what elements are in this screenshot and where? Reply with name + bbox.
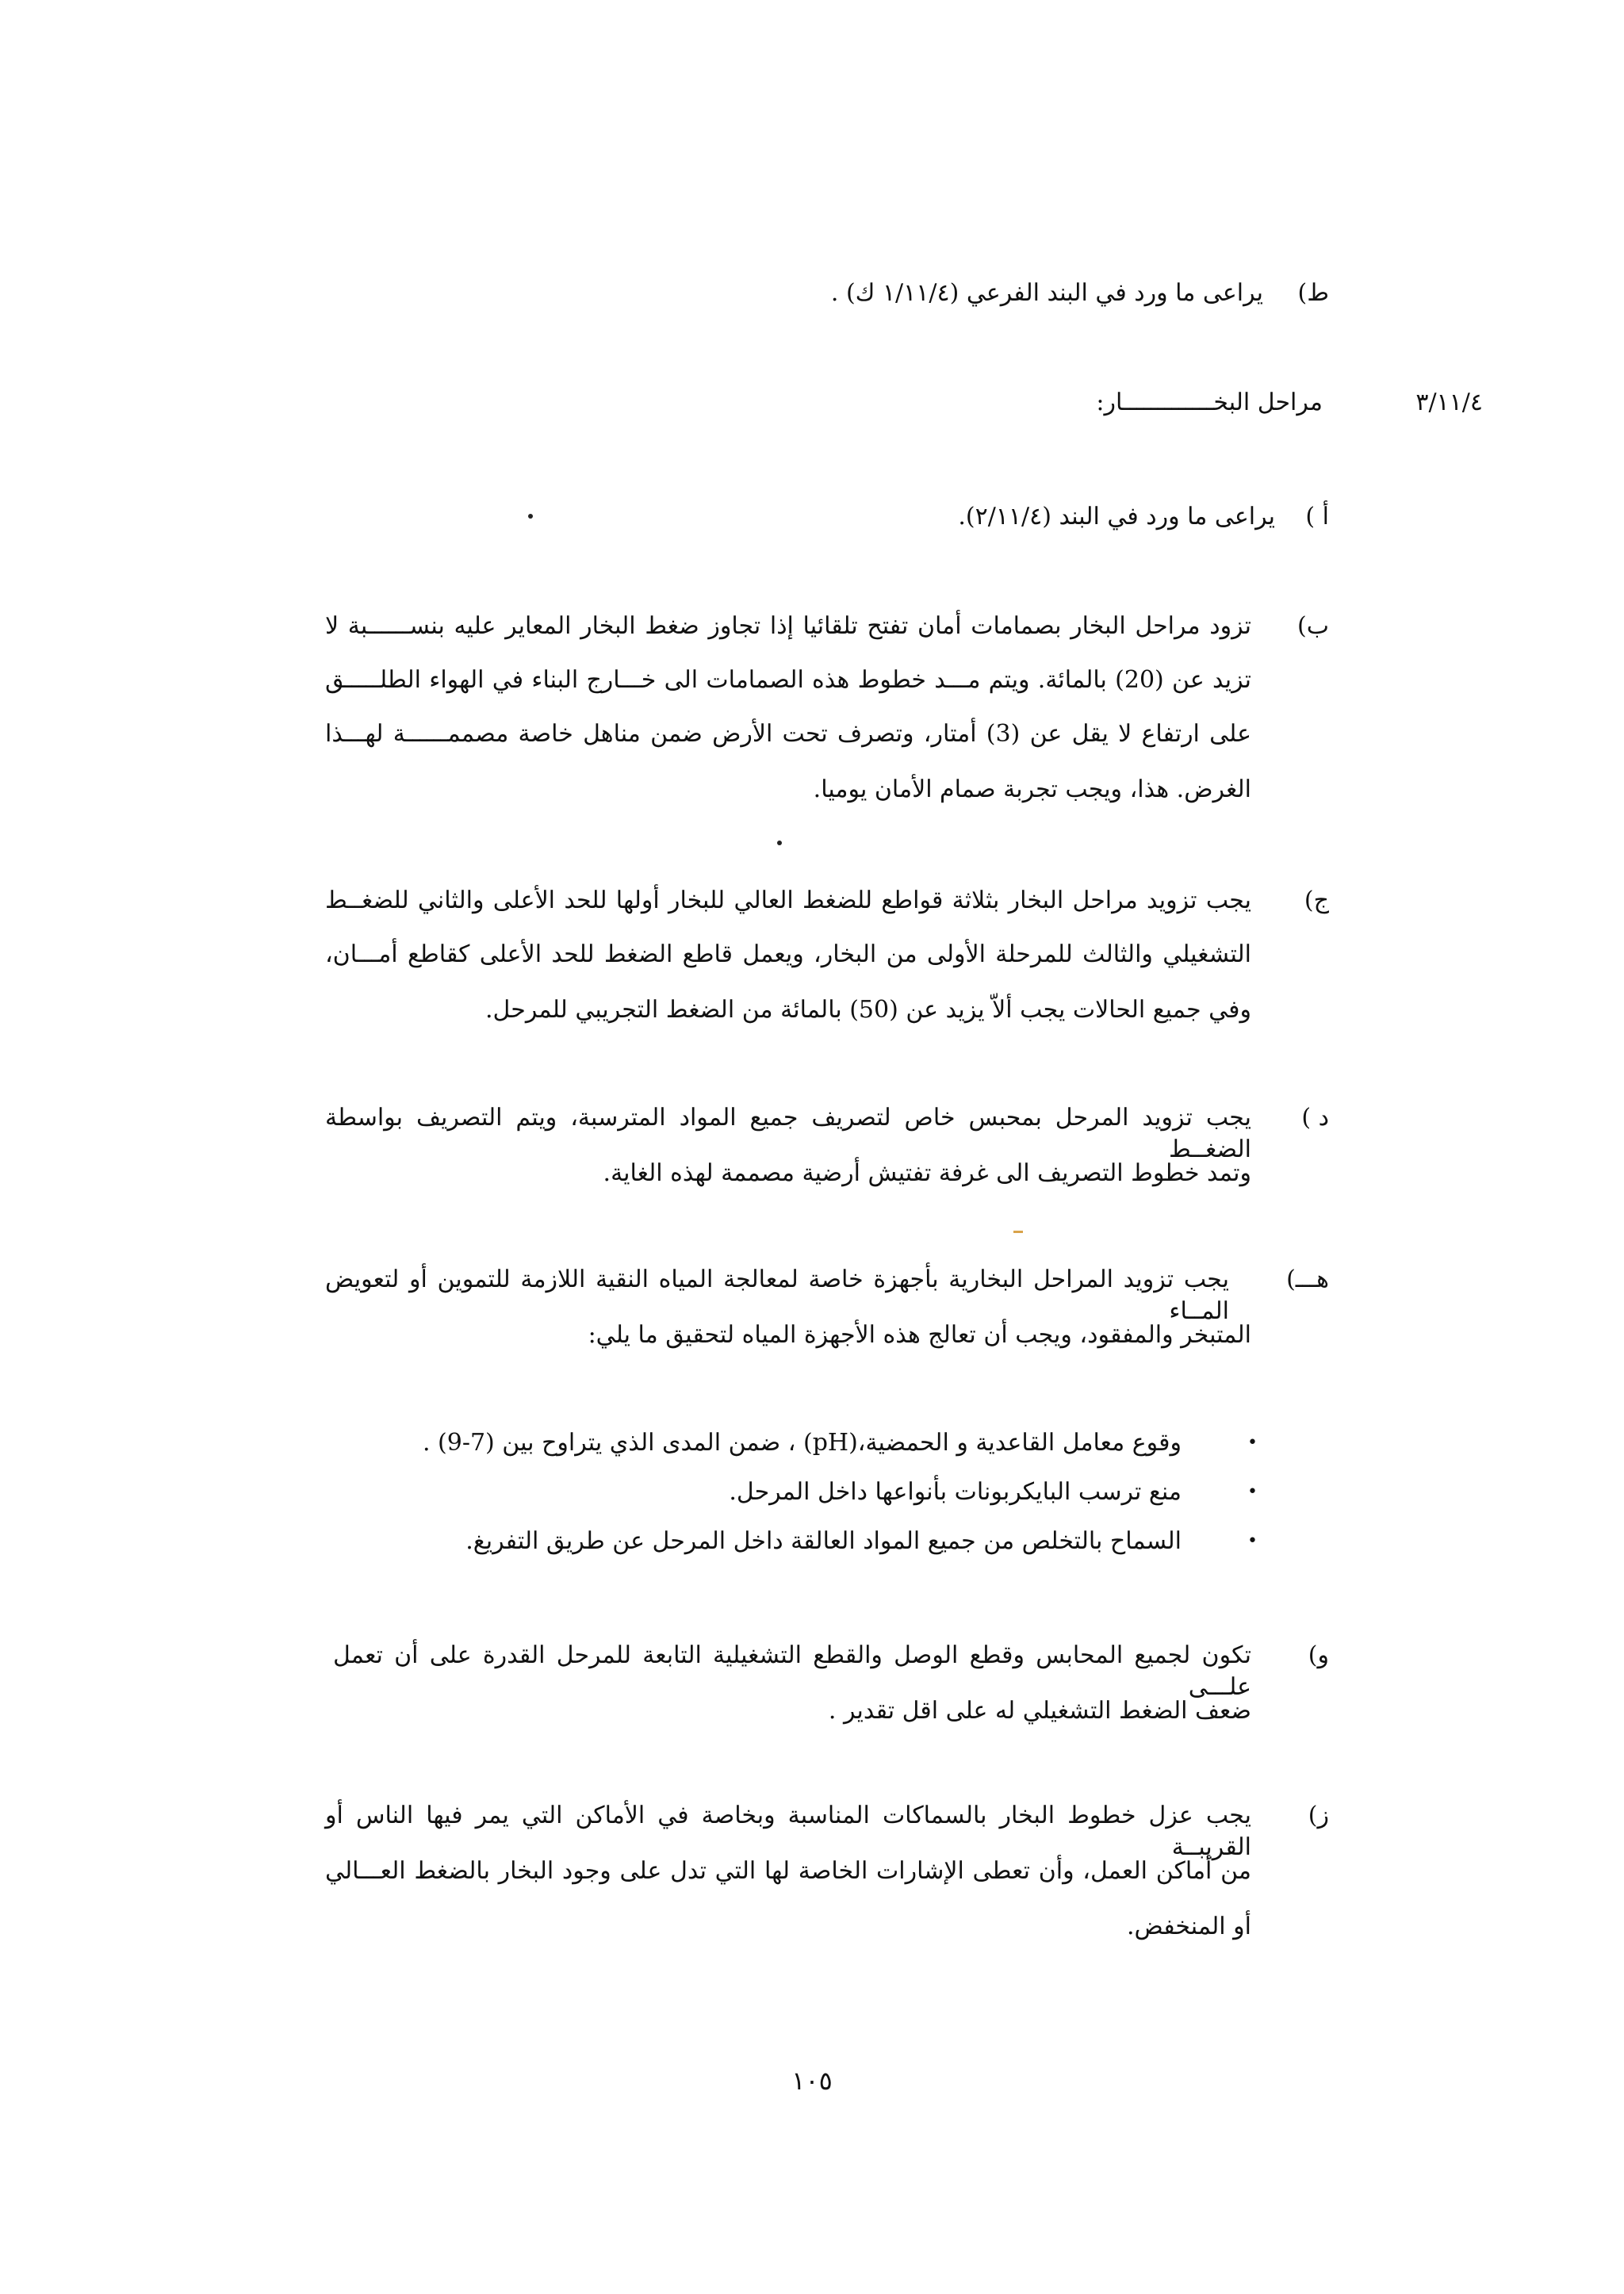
speck [777,841,782,845]
speck [528,514,533,519]
item-label-b: ب) [1297,612,1329,640]
item-line-b-3: على ارتفاع لا يقل عن (3) أمتار، وتصرف تحت الأرض ضمن مناهل خاصة مصممــــــة لهـــذا [325,720,1251,748]
item-line-h-2: المتبخر والمفقود، ويجب أن تعالج هذه الأجهزة المياه لتحقيق ما يلي: [588,1321,1251,1349]
item-line-a-1: يراعى ما ورد في البند (٢/١١/٤). [958,503,1275,530]
item-line-b-4: الغرض. هذا، ويجب تجربة صمام الأمان يوميا. [813,776,1251,803]
bullet-marker: • [1247,1433,1258,1453]
item-line-z-1: يجب عزل خطوط البخار بالسماكات المناسبة وبخاصة في الأماكن التي يمر فيها الناس أو القريبــة [325,1802,1251,1861]
item-line-d-2: وتمد خطوط التصريف الى غرفة تفتيش أرضية مصممة لهذه الغاية. [603,1159,1251,1187]
item-label-d: د ) [1301,1104,1329,1132]
bullet-marker: • [1247,1482,1258,1502]
item-line-w-1: تكون لجميع المحابس وقطع الوصل والقطع التشغيلية التابعة للمرحل القدرة على أن تعمل علـــى [333,1641,1251,1701]
item-label-z: ز) [1308,1802,1329,1829]
bullet-text-1: وقوع معامل القاعدية و الحمضية،(pH) ، ضمن المدى الذي يتراوح بين (7-9) . [422,1429,1182,1457]
page-number: ١٠٥ [791,2066,833,2096]
item-line-c-2: التشغيلي والثالث للمرحلة الأولى من البخار، ويعمل قاطع الضغط للحد الأعلى كقاطع أمـــان، [325,940,1251,968]
item-label-ta: ط) [1297,279,1329,307]
item-label-h: هـــ) [1286,1266,1329,1293]
item-line-z-3: أو المنخفض. [1126,1913,1251,1940]
item-line-d-1: يجب تزويد المرحل بمحبس خاص لتصريف جميع المواد المترسبة، ويتم التصريف بواسطة الضغــط [325,1104,1251,1163]
item-line-c-3: وفي جميع الحالات يجب ألاّ يزيد عن (50) بالمائة من الضغط التجريبي للمرحل. [485,996,1251,1024]
section-title: مراحل البخـــــــــــــار: [1096,389,1323,416]
bullet-text-2: منع ترسب البايكربونات بأنواعها داخل المرحل. [729,1478,1182,1506]
item-label-w: و) [1308,1641,1329,1669]
section-number: ٣/١١/٤ [1415,389,1483,416]
item-line-b-2: تزيد عن (20) بالمائة. ويتم مـــد خطوط هذه الصمامات الى خـــارج البناء في الهواء الطلـــــق [325,666,1252,694]
item-label-a: أ ) [1305,503,1329,530]
item-line-w-2: ضعف الضغط التشغيلي له على اقل تقدير . [828,1697,1251,1725]
bullet-text-3: السماح بالتخلص من جميع المواد العالقة داخل المرحل عن طريق التفريغ. [465,1527,1182,1555]
item-line-h-1: يجب تزويد المراحل البخارية بأجهزة خاصة لمعالجة المياه النقية اللازمة للتموين أو لتعويض المــاء [325,1266,1229,1325]
item-line-z-2: من أماكن العمل، وأن تعطى الإشارات الخاصة لها التي تدل على وجود البخار بالضغط العـــالي [325,1857,1251,1885]
bullet-marker: • [1247,1531,1258,1551]
item-line-b-1: تزود مراحل البخار بصمامات أمان تفتح تلقائيا إذا تجاوز ضغط البخار المعاير عليه بنســــــبة لا [325,612,1251,640]
item-text-ta: يراعى ما ورد في البند الفرعي (١/١١/٤ ك) . [830,279,1263,307]
item-line-c-1: يجب تزويد مراحل البخار بثلاثة قواطع للضغط العالي للبخار أولها للحد الأعلى والثاني للضغــط [325,887,1251,914]
item-label-c: ج) [1304,887,1329,914]
speck [1013,1231,1023,1233]
